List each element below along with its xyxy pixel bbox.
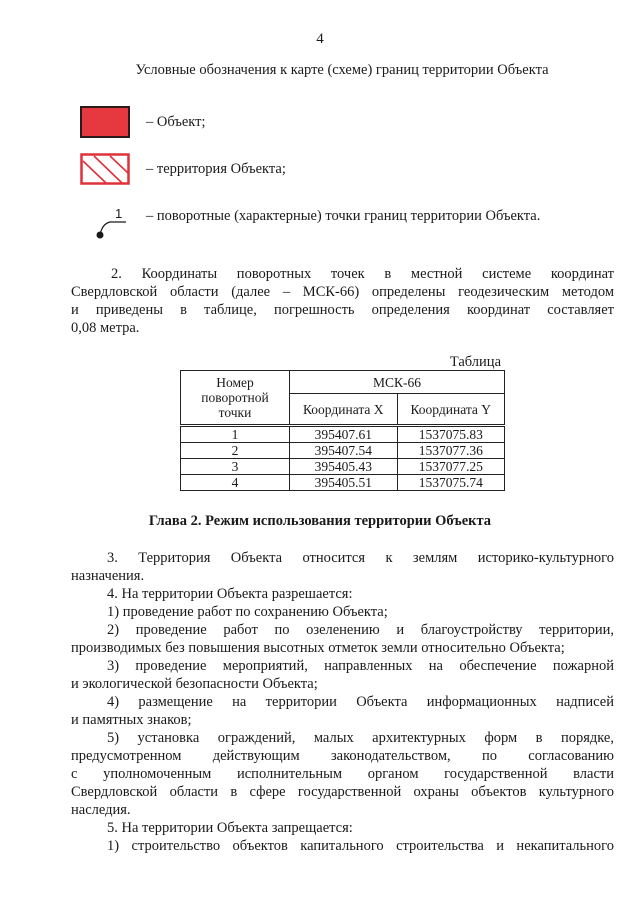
table-row (181, 475, 505, 491)
table-row (181, 459, 505, 475)
point-number-cell: 1 (181, 426, 290, 443)
coordinate-y-cell: 1537077.25 (397, 459, 505, 475)
chapter-title: Глава 2. Режим использования территории Объекта (148, 513, 492, 529)
body-line: 2) проведение работ по озеленению и благоустройству территории, (107, 622, 614, 638)
turning-point-label: 1 (115, 206, 123, 221)
body-line: 4. На территории Объекта разрешается: (107, 586, 353, 602)
chapter-body (71, 549, 614, 855)
column-header-point-line: точки (218, 405, 252, 420)
paragraph-line: 2. Координаты поворотных точек в местной системе координат (111, 266, 614, 282)
body-line: назначения. (71, 568, 145, 584)
coordinate-x-cell: 395405.51 (290, 475, 398, 491)
page-number: 4 (316, 31, 324, 47)
coordinate-x-cell: 395407.61 (290, 426, 398, 443)
legend-item-points-label: – поворотные (характерные) точки границ территории Объекта. (146, 208, 541, 224)
column-header-point (181, 371, 290, 426)
body-line: наследия. (71, 802, 131, 818)
legend-title: Условные обозначения к карте (схеме) границ территории Объекта (135, 62, 549, 78)
column-header-point-line: Номер (216, 375, 254, 390)
point-number-cell: 4 (181, 475, 290, 491)
table-row (181, 443, 505, 459)
body-line: 5. На территории Объекта запрещается: (107, 820, 353, 836)
column-header-y: Координата Y (397, 394, 505, 426)
body-line: 3) проведение мероприятий, направленных на обеспечение пожарной (107, 658, 614, 674)
legend-item-territory-label: – территория Объекта; (146, 161, 286, 177)
coordinate-y-cell: 1537075.83 (397, 426, 505, 443)
turning-point-icon (80, 200, 130, 242)
body-line: и экологической безопасности Объекта; (71, 676, 318, 692)
legend-item-object-label: – Объект; (146, 114, 206, 130)
table-caption: Таблица (449, 354, 501, 370)
point-number-cell: 3 (181, 459, 290, 475)
coordinate-x-cell: 395407.54 (290, 443, 398, 459)
body-line: и памятных знаков; (71, 712, 192, 728)
body-line: 5) установка ограждений, малых архитектурных форм в порядке, (107, 730, 614, 746)
column-group-msk66: МСК-66 (290, 371, 505, 394)
coordinate-y-cell: 1537075.74 (397, 475, 505, 491)
column-header-x: Координата X (290, 394, 398, 426)
body-line: 1) проведение работ по сохранению Объекта; (107, 604, 388, 620)
body-line: 4) размещение на территории Объекта информационных надписей (107, 694, 614, 710)
point-number-cell: 2 (181, 443, 290, 459)
coordinates-table (180, 370, 505, 491)
paragraph-line: и приведены в таблице, погрешность определения координат составляет (71, 302, 614, 318)
table-row (181, 426, 505, 443)
body-line: 1) строительство объектов капитального строительства и некапитального (107, 838, 614, 854)
body-line: предусмотренном действующим законодательством, по согласованию (71, 748, 614, 764)
coords-paragraph (71, 265, 614, 337)
paragraph-line: Свердловской области (далее – МСК-66) определены геодезическим методом (71, 284, 614, 300)
body-line: 3. Территория Объекта относится к землям историко-культурного (107, 550, 614, 566)
coordinate-x-cell: 395405.43 (290, 459, 398, 475)
column-header-point-line: поворотной (201, 390, 269, 405)
territory-hatch-icon (80, 153, 130, 185)
body-line: производимых без повышения высотных отметок земли относительно Объекта; (71, 640, 565, 656)
body-line: с уполномоченным исполнительным органом государственной власти (71, 766, 614, 782)
paragraph-line: 0,08 метра. (71, 320, 140, 336)
coordinate-y-cell: 1537077.36 (397, 443, 505, 459)
object-symbol-icon (80, 106, 130, 138)
body-line: Свердловской области в сфере государственной охраны объектов культурного (71, 784, 614, 800)
